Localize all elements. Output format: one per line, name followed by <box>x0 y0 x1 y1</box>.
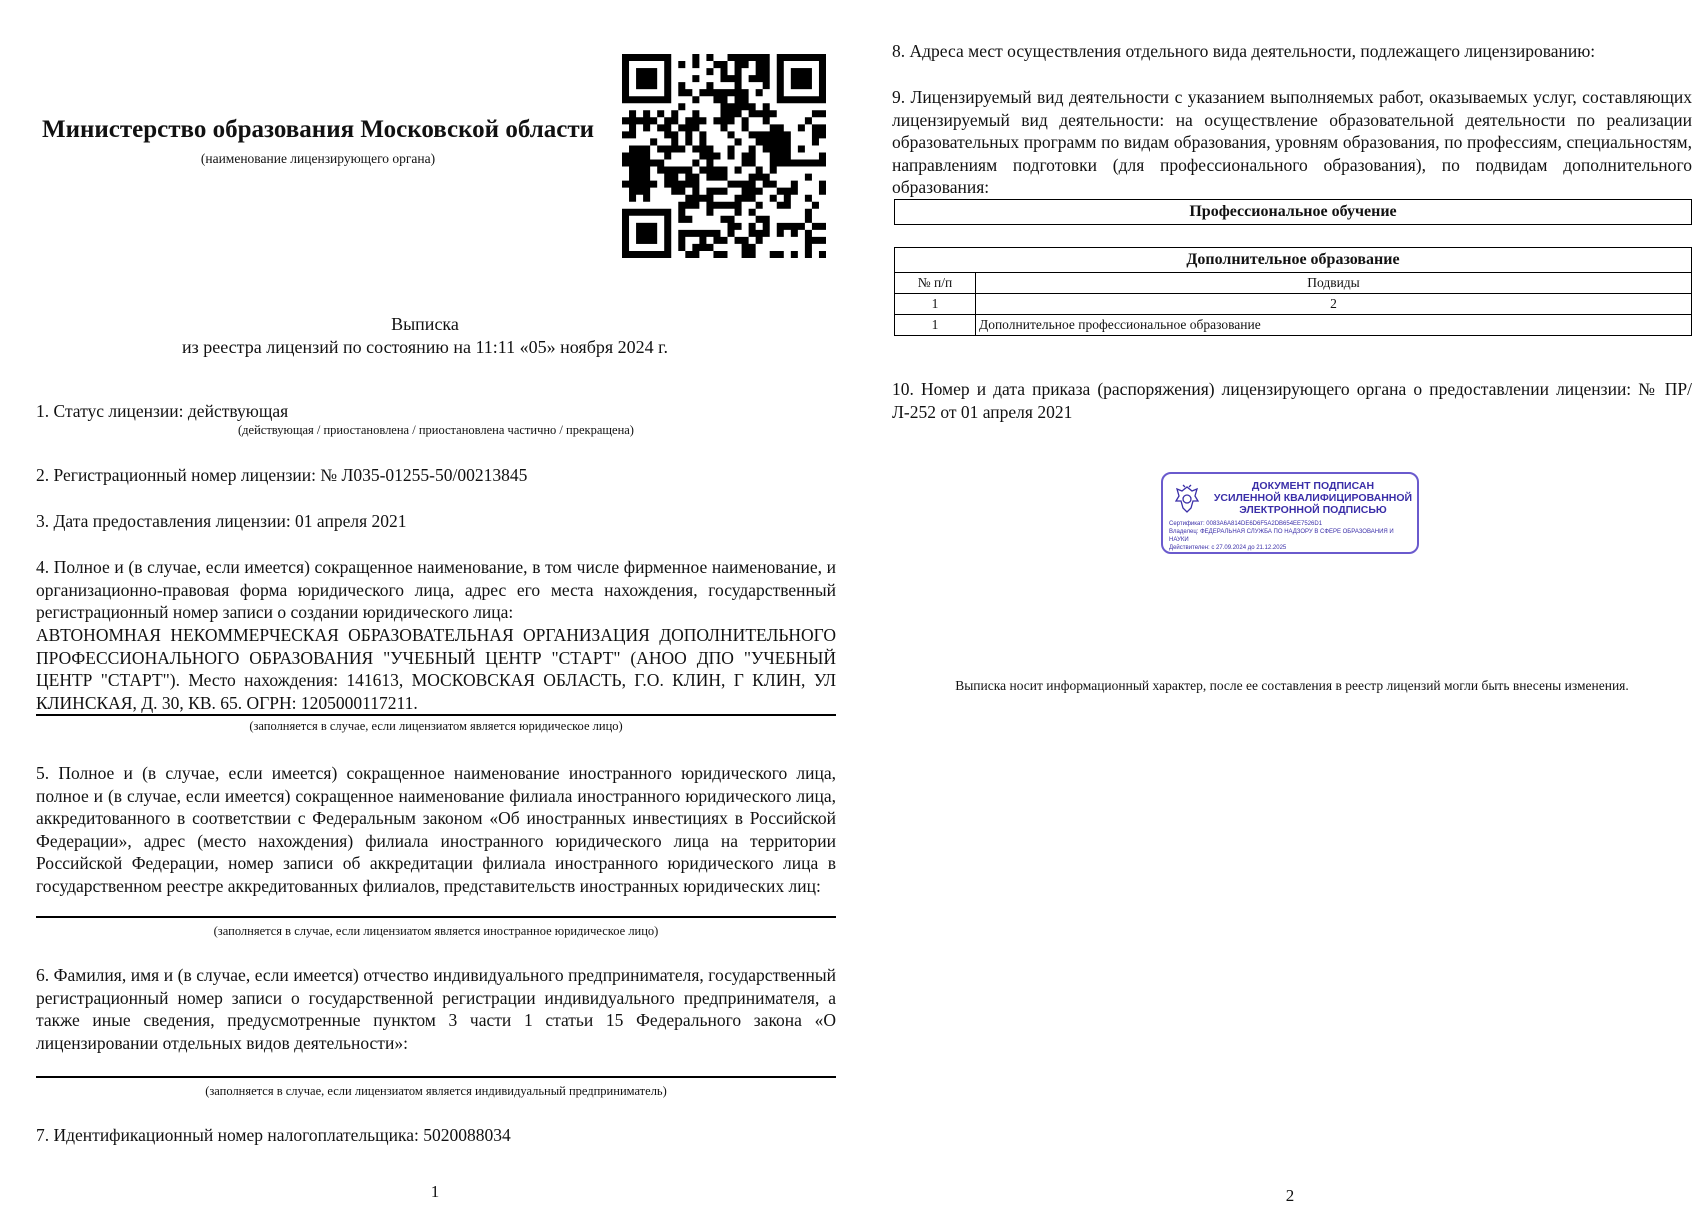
professional-training-table <box>894 199 1692 225</box>
electronic-signature-stamp <box>1161 472 1419 554</box>
stamp-certificate: Сертификат: 0083A6A814DE6D6F5A2DB654EE7526D1 <box>1169 521 1323 527</box>
page-number-2: 2 <box>1285 1186 1295 1205</box>
stamp-validity: Действителен: с 27.09.2024 до 21.12.2025 <box>1169 545 1287 551</box>
stamp-line-1: ДОКУМЕНТ ПОДПИСАН <box>1251 480 1375 492</box>
item-1-caption: (действующая / приостановлена / приостановлена частично / прекращена) <box>238 423 634 437</box>
column-header: № п/п <box>895 273 976 294</box>
item-7-inn: 7. Идентификационный номер налогоплательщика: 5020088034 <box>36 1125 511 1145</box>
ministry-caption: (наименование лицензирующего органа) <box>200 151 436 166</box>
item-2-license-number: 2. Регистрационный номер лицензии: № Л035-01255-50/00213845 <box>36 465 528 485</box>
item-4-heading: 4. Полное и (в случае, если имеется) сокращенное наименование, в том числе фирменное наименование, и организационно-правовая форма юридического лица, адрес его места нахождения, государственный регистрационный номер записи о создании юридического лица: <box>36 557 836 622</box>
stamp-heading <box>1213 480 1413 516</box>
item-6-caption: (заполняется в случае, если лицензиатом является индивидуальный предприниматель) <box>205 1084 667 1098</box>
item-6-blank-line <box>36 1076 836 1078</box>
column-header: Подвиды <box>976 273 1692 294</box>
item-8-addresses: 8. Адреса мест осуществления отдельного вида деятельности, подлежащего лицензированию: <box>892 41 1596 61</box>
additional-education-table <box>894 247 1692 336</box>
table-cell: 1 <box>895 315 976 336</box>
stamp-line-3: ЭЛЕКТРОННОЙ ПОДПИСЬЮ <box>1239 504 1387 516</box>
column-number: 1 <box>895 294 976 315</box>
table-header: Профессиональное обучение <box>895 200 1692 225</box>
item-4-value: АВТОНОМНАЯ НЕКОММЕРЧЕСКАЯ ОБРАЗОВАТЕЛЬНАЯ ОРГАНИЗАЦИЯ ДОПОЛНИТЕЛЬНОГО ПРОФЕССИОНАЛЬНОГО ОБРАЗОВАНИЯ "УЧЕБНЫЙ ЦЕНТР "СТАРТ" (АНОО ДПО "УЧЕБНЫЙ ЦЕНТР "СТАРТ"). Место нахождения: 141613, МОСКОВСКАЯ ОБЛАСТЬ, Г.О. КЛИН, Г КЛИН, УЛ КЛИНСКАЯ, Д. 30, КВ. 65. ОГРН: 1205000117211. <box>36 624 836 716</box>
extract-title: Выписка <box>391 314 459 334</box>
stamp-owner: Владелец: ФЕДЕРАЛЬНАЯ СЛУЖБА ПО НАДЗОРУ В СФЕРЕ ОБРАЗОВАНИЯ И НАУКИ <box>1169 529 1394 543</box>
item-5-heading: 5. Полное и (в случае, если имеется) сокращенное наименование иностранного юридического лица, полное и (в случае, если имеется) сокращенное наименование филиала иностранного юридического лица, аккредитованного в соответствии с Федеральным законом «Об иностранных инвестициях в Российской Федерации», адрес (место нахождения) филиала иностранного юридического лица на территории Российской Федерации, номер записи об аккредитации филиала иностранного юридического лица в государственном реестре аккредитованных филиалов, представительств иностранных юридических лиц: <box>36 763 836 896</box>
item-3-license-date: 3. Дата предоставления лицензии: 01 апреля 2021 <box>36 511 407 531</box>
qr-code-image <box>622 54 826 258</box>
extract-subtitle: из реестра лицензий по состоянию на 11:11 «05» ноября 2024 г. <box>182 337 668 357</box>
item-4-caption: (заполняется в случае, если лицензиатом является юридическое лицо) <box>249 719 623 733</box>
item-5-caption: (заполняется в случае, если лицензиатом является иностранное юридическое лицо) <box>213 924 659 938</box>
coat-of-arms-icon <box>1170 482 1204 516</box>
item-10-order: 10. Номер и дата приказа (распоряжения) лицензирующего органа о предоставлении лицензии: № ПР/Л-252 от 01 апреля 2021 <box>892 379 1692 422</box>
table-row <box>895 315 1692 336</box>
table-header: Дополнительное образование <box>895 248 1692 273</box>
item-9-activity: 9. Лицензируемый вид деятельности с указанием выполняемых работ, оказываемых услуг, составляющих лицензируемый вид деятельности: на осуществление образовательной деятельности по реализации образовательных программ по видам образования, уровням образования, по профессиям, специальностям, направлениям подготовки (для профессионального образования), по подвидам дополнительного образования: <box>892 87 1692 197</box>
ministry-title: Министерство образования Московской области <box>41 116 595 143</box>
item-1-status: 1. Статус лицензии: действующая <box>36 401 289 421</box>
stamp-line-2: УСИЛЕННОЙ КВАЛИФИЦИРОВАННОЙ <box>1213 492 1413 504</box>
item-6-heading: 6. Фамилия, имя и (в случае, если имеется) отчество индивидуального предпринимателя, государственный регистрационный номер записи о государственной регистрации индивидуального предпринимателя, а также иные сведения, предусмотренные пунктом 3 части 1 статьи 15 Федерального закона «О лицензировании отдельных видов деятельности»: <box>36 965 836 1053</box>
page-number-1: 1 <box>430 1182 440 1201</box>
page-2 <box>850 0 1700 1220</box>
footer-note: Выписка носит информационный характер, после ее составления в реестр лицензий могли быть внесены изменения. <box>955 678 1629 693</box>
item-5-blank-line <box>36 916 836 918</box>
table-cell: Дополнительное профессиональное образование <box>976 315 1692 336</box>
stamp-details <box>1169 520 1413 552</box>
column-number: 2 <box>976 294 1692 315</box>
